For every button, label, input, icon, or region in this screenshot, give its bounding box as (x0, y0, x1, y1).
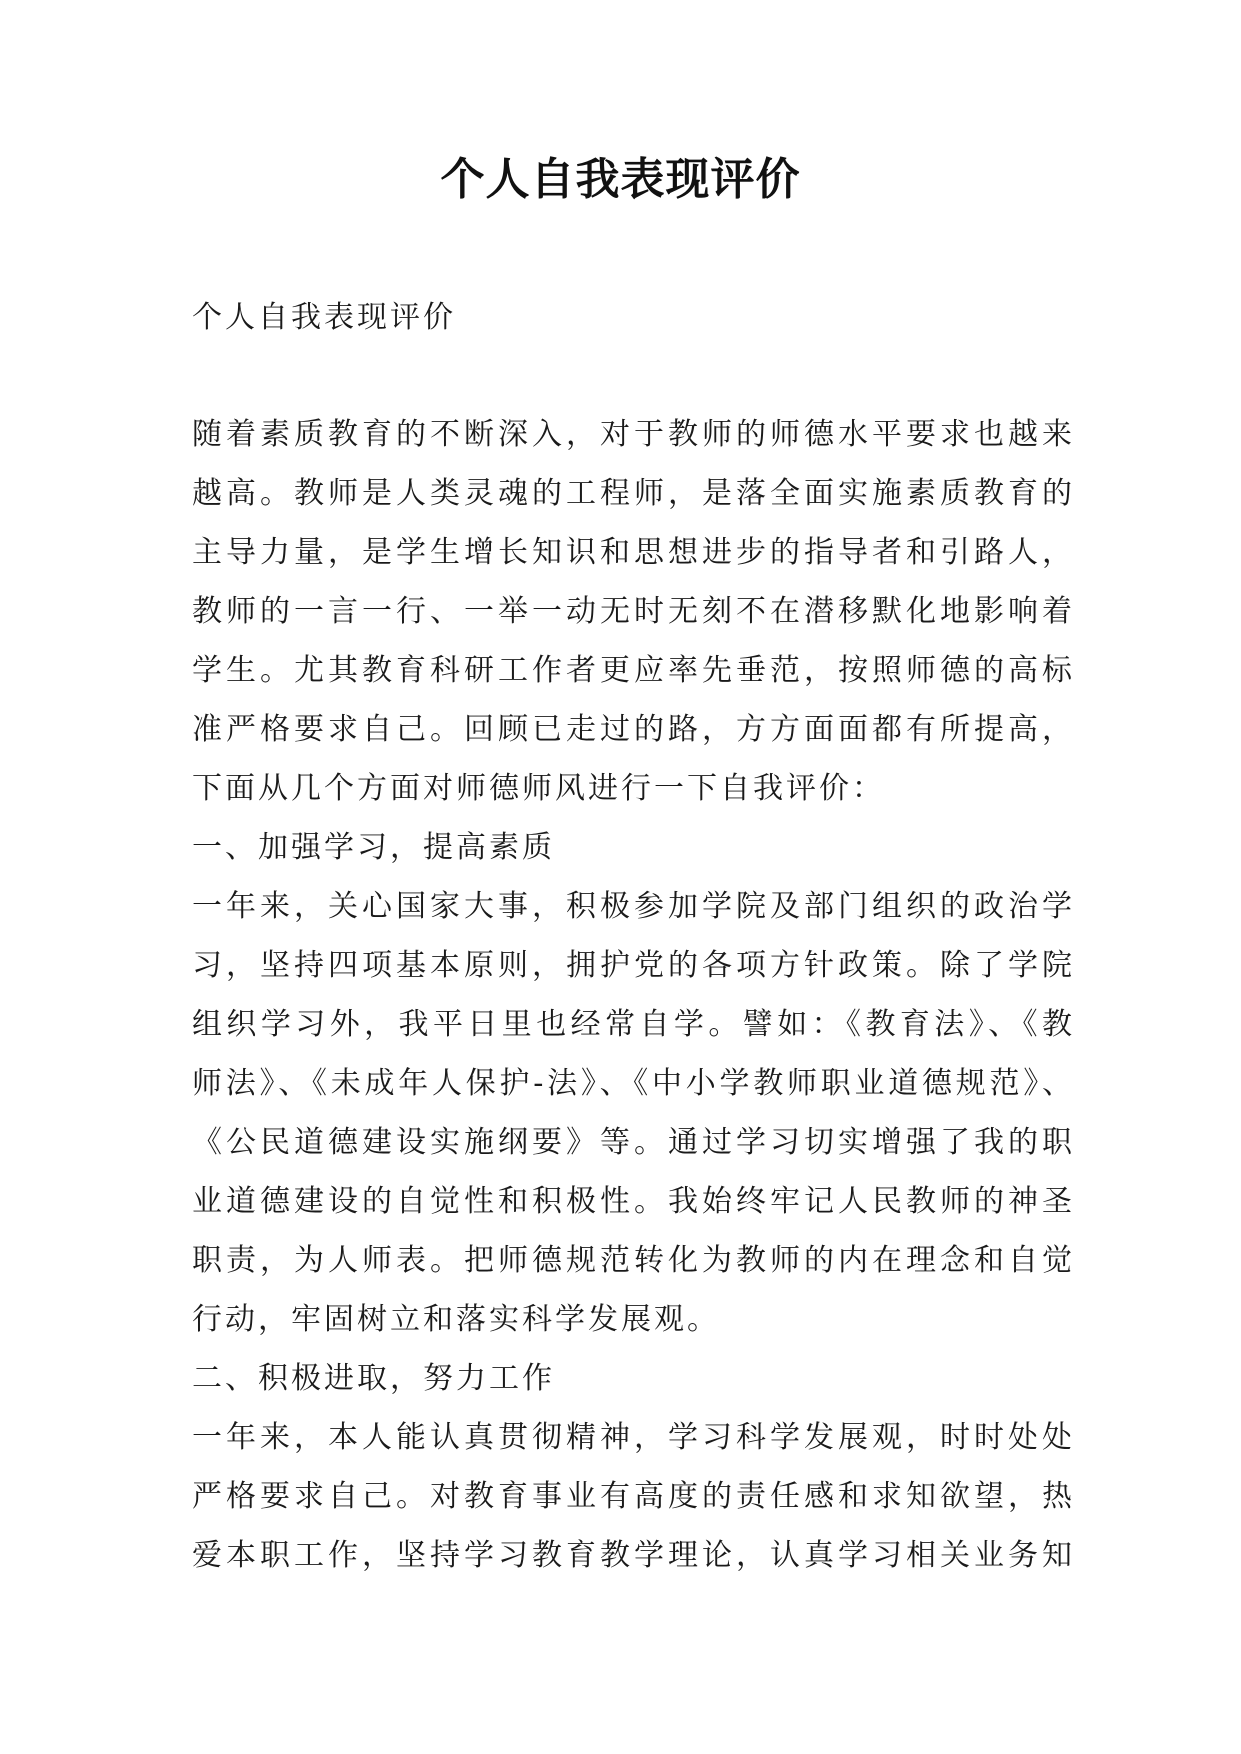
section-heading-1 (192, 818, 1072, 877)
paragraph-work (192, 1408, 1072, 1585)
section-heading-2 (192, 1349, 1072, 1408)
text-line: 主导力量，是学生增长知识和思想进步的指导者和引路人， (192, 535, 1072, 570)
text-line: 准严格要求自己。回顾已走过的路，方方面面都有所提高， (192, 712, 1072, 747)
text-line: 习，坚持四项基本原则，拥护党的各项方针政策。除了学院 (192, 948, 1072, 983)
text-line: 一年来，本人能认真贯彻精神，学习科学发展观，时时处处 (192, 1420, 1072, 1455)
text-line: 学生。尤其教育科研工作者更应率先垂范，按照师德的高标 (192, 653, 1072, 688)
text-line: 下面从几个方面对师德师风进行一下自我评价： (192, 771, 885, 806)
text-line: 师法》、《未成年人保护-法》、《中小学教师职业道德规范》、 (192, 1066, 1072, 1101)
document-title: 个人自我表现评价 (440, 154, 801, 205)
text-line: 职责，为人师表。把师德规范转化为教师的内在理念和自觉 (192, 1243, 1072, 1278)
text-line: 一年来，关心国家大事，积极参加学院及部门组织的政治学 (192, 889, 1072, 924)
paragraph-study (192, 877, 1072, 1349)
section-heading: 一、加强学习，提高素质 (192, 830, 555, 865)
paragraph-intro (192, 405, 1072, 818)
text-line: 爱本职工作，坚持学习教育教学理论，认真学习相关业务知 (192, 1538, 1072, 1573)
blank-line (192, 347, 1072, 405)
section-heading: 二、积极进取，努力工作 (192, 1361, 555, 1396)
text-line: 随着素质教育的不断深入，对于教师的师德水平要求也越来 (192, 417, 1072, 452)
text-line: 组织学习外，我平日里也经常自学。譬如：《教育法》、《教 (192, 1007, 1072, 1042)
text-line: 严格要求自己。对教育事业有高度的责任感和求知欲望，热 (192, 1479, 1072, 1514)
text-line: 教师的一言一行、一举一动无时无刻不在潜移默化地影响着 (192, 594, 1072, 629)
text-line: 越高。教师是人类灵魂的工程师，是落全面实施素质教育的 (192, 476, 1072, 511)
text-line: 行动，牢固树立和落实科学发展观。 (192, 1302, 720, 1337)
text-line: 《公民道德建设实施纲要》等。通过学习切实增强了我的职 (192, 1125, 1072, 1160)
text-line: 业道德建设的自觉性和积极性。我始终牢记人民教师的神圣 (192, 1184, 1072, 1219)
document-subtitle: 个人自我表现评价 (192, 300, 456, 335)
document-body (192, 288, 1072, 1585)
